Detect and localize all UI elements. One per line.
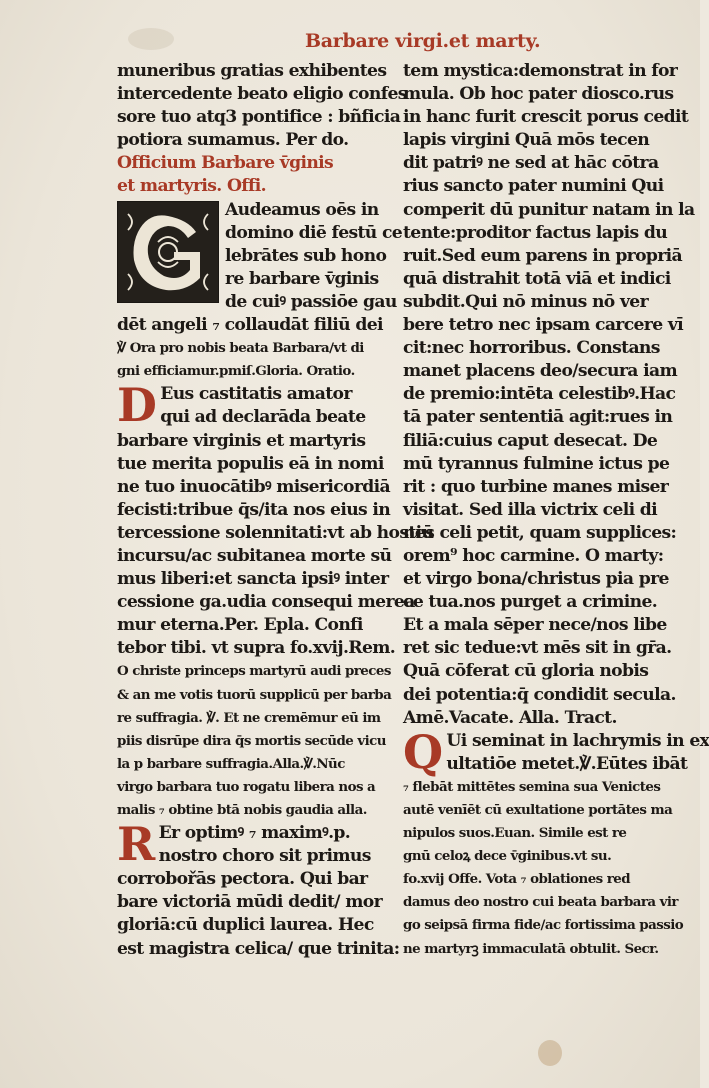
text-line: Et a mala sēper nece/nos libe <box>403 615 667 636</box>
small-text-line: O christe princeps martyrū audi preces <box>117 663 391 680</box>
text-line: qui ad declarāda beate <box>160 407 366 428</box>
right-text-block <box>403 60 695 730</box>
decorated-initial-g-icon <box>117 201 219 303</box>
text-line: visitat. Sed illa victrix celi di <box>403 499 658 520</box>
text-line: mula. Ob hoc pater diosco.rus <box>403 84 674 105</box>
text-line: rit : quo turbine manes miser <box>403 476 669 497</box>
small-text-line: go seipsā firma fide/ac fortissima passio <box>403 917 684 934</box>
text-line: tercessione solennitati:vt ab hostiū <box>117 522 434 543</box>
small-text-line: autē venīēt cū exultatione portātes ma <box>403 802 673 818</box>
text-line: gloriā:cū duplici laurea. Hec <box>117 915 374 936</box>
left-column <box>117 60 434 961</box>
small-text-line: nipulos suos.Euan. Simile est re <box>403 825 627 842</box>
text-line: cit:nec horroribus. Constans <box>403 338 660 359</box>
text-line: comperit dū punitur natam in la <box>403 199 695 220</box>
text-line: mus liberi:et sancta ipsiꝰ inter <box>117 569 389 590</box>
text-line: Er optimꝰ ₇ maximꝰ.p. <box>158 823 351 844</box>
text-line: lapis virgini Quā mōs tecen <box>403 130 650 151</box>
small-text-line: la p barbare suffragia.Alla.℣.Nūc <box>117 755 345 772</box>
red-initial-d: D <box>117 378 157 433</box>
text-line: de cuiꝰ passiōe gau <box>225 291 397 312</box>
text-line: tue merita populis eā in nomi <box>117 453 384 474</box>
text-line: tente:proditor factus lapis du <box>403 222 668 243</box>
text-line: ret sic tedue:vt mēs sit in gr̄a. <box>403 638 672 659</box>
text-line: subdit.Qui nō minus nō ver <box>403 291 648 312</box>
right-small-block <box>403 776 684 961</box>
small-text-line: re suffragia. ℣. Et ne cremēmur eū im <box>117 709 381 726</box>
text-line: de premio:intēta celestibꝰ.Hac <box>403 384 676 405</box>
paper-stain <box>538 1040 562 1066</box>
text-line: in hanc furit crescit porus cedit <box>403 107 689 128</box>
text-line: rius sancto pater numini Qui <box>403 176 664 197</box>
text-line: fecisti:tribue q̄s/ita nos eius in <box>117 499 391 520</box>
text-line: Ui seminat in lachrymis in ex <box>446 730 709 751</box>
small-text-line: & an me votis tuorū supplicū per barba <box>117 686 392 703</box>
small-text-line: gnū celoꝝ dece v̄ginibus.vt su. <box>403 848 612 865</box>
rubric-heading: Officium Barbare v̄ginis <box>117 153 334 174</box>
text-line: orem⁹ hoc carmine. O marty: <box>403 545 664 566</box>
text-line: nostro choro sit primus <box>158 846 371 867</box>
red-initial-r: R <box>117 817 155 872</box>
text-line: tebor tibi. vt supra fo.xvij.Rem. <box>117 638 396 659</box>
text-line: est magistra celica/ que trinita: <box>117 938 400 959</box>
text-line: ne tuo inuocātibꝰ misericordiā <box>117 476 391 497</box>
text-line: tā pater sententiā agit:rues in <box>403 407 673 428</box>
small-text-line: ℣ Ora pro nobis beata Barbara/vt di <box>117 340 364 357</box>
small-text-line: gni efficiamur.pmiſ.Gloria. Oratio. <box>117 363 355 380</box>
text-line: incursu/ac subitanea morte sū <box>117 545 392 566</box>
text-line: potiora sumamus. Per do. <box>117 130 349 151</box>
small-text-line: piis disrūpe dira q̄s mortis secūde vicu <box>117 732 386 749</box>
text-line: dit patriꝰ ne sed at hāc cōtra <box>403 153 659 174</box>
text-line: tem mystica:demonstrat in for <box>403 61 678 81</box>
red-initial-q: Q <box>403 724 443 779</box>
paper-stain <box>128 28 174 50</box>
text-line: intercedente beato eligio confes <box>117 84 407 105</box>
small-text-line: ne martyrꝫ immaculatā obtulit. Secr. <box>403 940 659 957</box>
text-line: mū tyrannus fulmine ictus pe <box>403 453 670 474</box>
text-line: bere tetro nec ipsam carcere vī <box>403 315 684 336</box>
small-text-line: malis ₇ obtine btā nobis gaudia alla. <box>117 802 367 818</box>
text-line: dei potentia:q̄ condidit secula. <box>403 684 676 705</box>
text-line: lebrātes sub hono <box>225 245 387 266</box>
small-text-line: damus deo nostro cui beata barbara vir <box>403 894 678 911</box>
text-line: barbare virginis et martyris <box>117 430 366 451</box>
text-line: Eus castitatis amator <box>160 384 352 405</box>
text-line: nes celi petit, quam supplices: <box>403 522 677 543</box>
text-line: corrobořās pectora. Qui bar <box>117 869 368 890</box>
text-line: Amē.Vacate. Alla. Tract. <box>403 707 617 728</box>
text-line: Audeamus oēs in <box>225 199 379 220</box>
text-line: dēt angeli ₇ collaudāt filiū dei <box>117 315 383 336</box>
text-line: Quā cōferat cū gloria nobis <box>403 661 649 682</box>
text-line: ce tua.nos purget a crimine. <box>403 592 658 613</box>
text-line: ruit.Sed eum parens in propriā <box>403 245 683 266</box>
text-line: domino diē festū ce <box>225 222 403 243</box>
text-line: mur eterna.Per. Epla. Confi <box>117 615 363 636</box>
small-text-line: virgo barbara tuo rogatu libera nos a <box>117 778 376 795</box>
text-line: cessione ga.udia consequi merea <box>117 592 415 613</box>
text-line: manet placens deo/secura iam <box>403 361 678 382</box>
text-line: filiā:cuius caput desecat. De <box>403 430 658 451</box>
text-line: muneribus gratias exhibentes <box>117 61 387 81</box>
text-line: ultatiōe metet.℣.Eūtes ibāt <box>446 753 688 774</box>
text-line: quā distrahit totā viā et indici <box>403 268 671 289</box>
text-line: et virgo bona/christus pia pre <box>403 569 669 590</box>
text-line: re barbare v̄ginis <box>225 268 379 289</box>
small-text-line: ₇ flebāt mittētes semina sua Venictes <box>403 778 661 795</box>
running-head: Barbare virgi.et marty. <box>305 30 541 52</box>
small-text-line: fo.xvij Offe. Vota ₇ oblationes red <box>403 871 631 888</box>
right-column <box>403 60 709 961</box>
rubric-heading: et martyris. Offi. <box>117 176 266 197</box>
text-line: sore tuo atq3 pontifice : bñficia <box>117 107 401 128</box>
text-line: bare victoriā mūdi dedit/ mor <box>117 892 382 913</box>
